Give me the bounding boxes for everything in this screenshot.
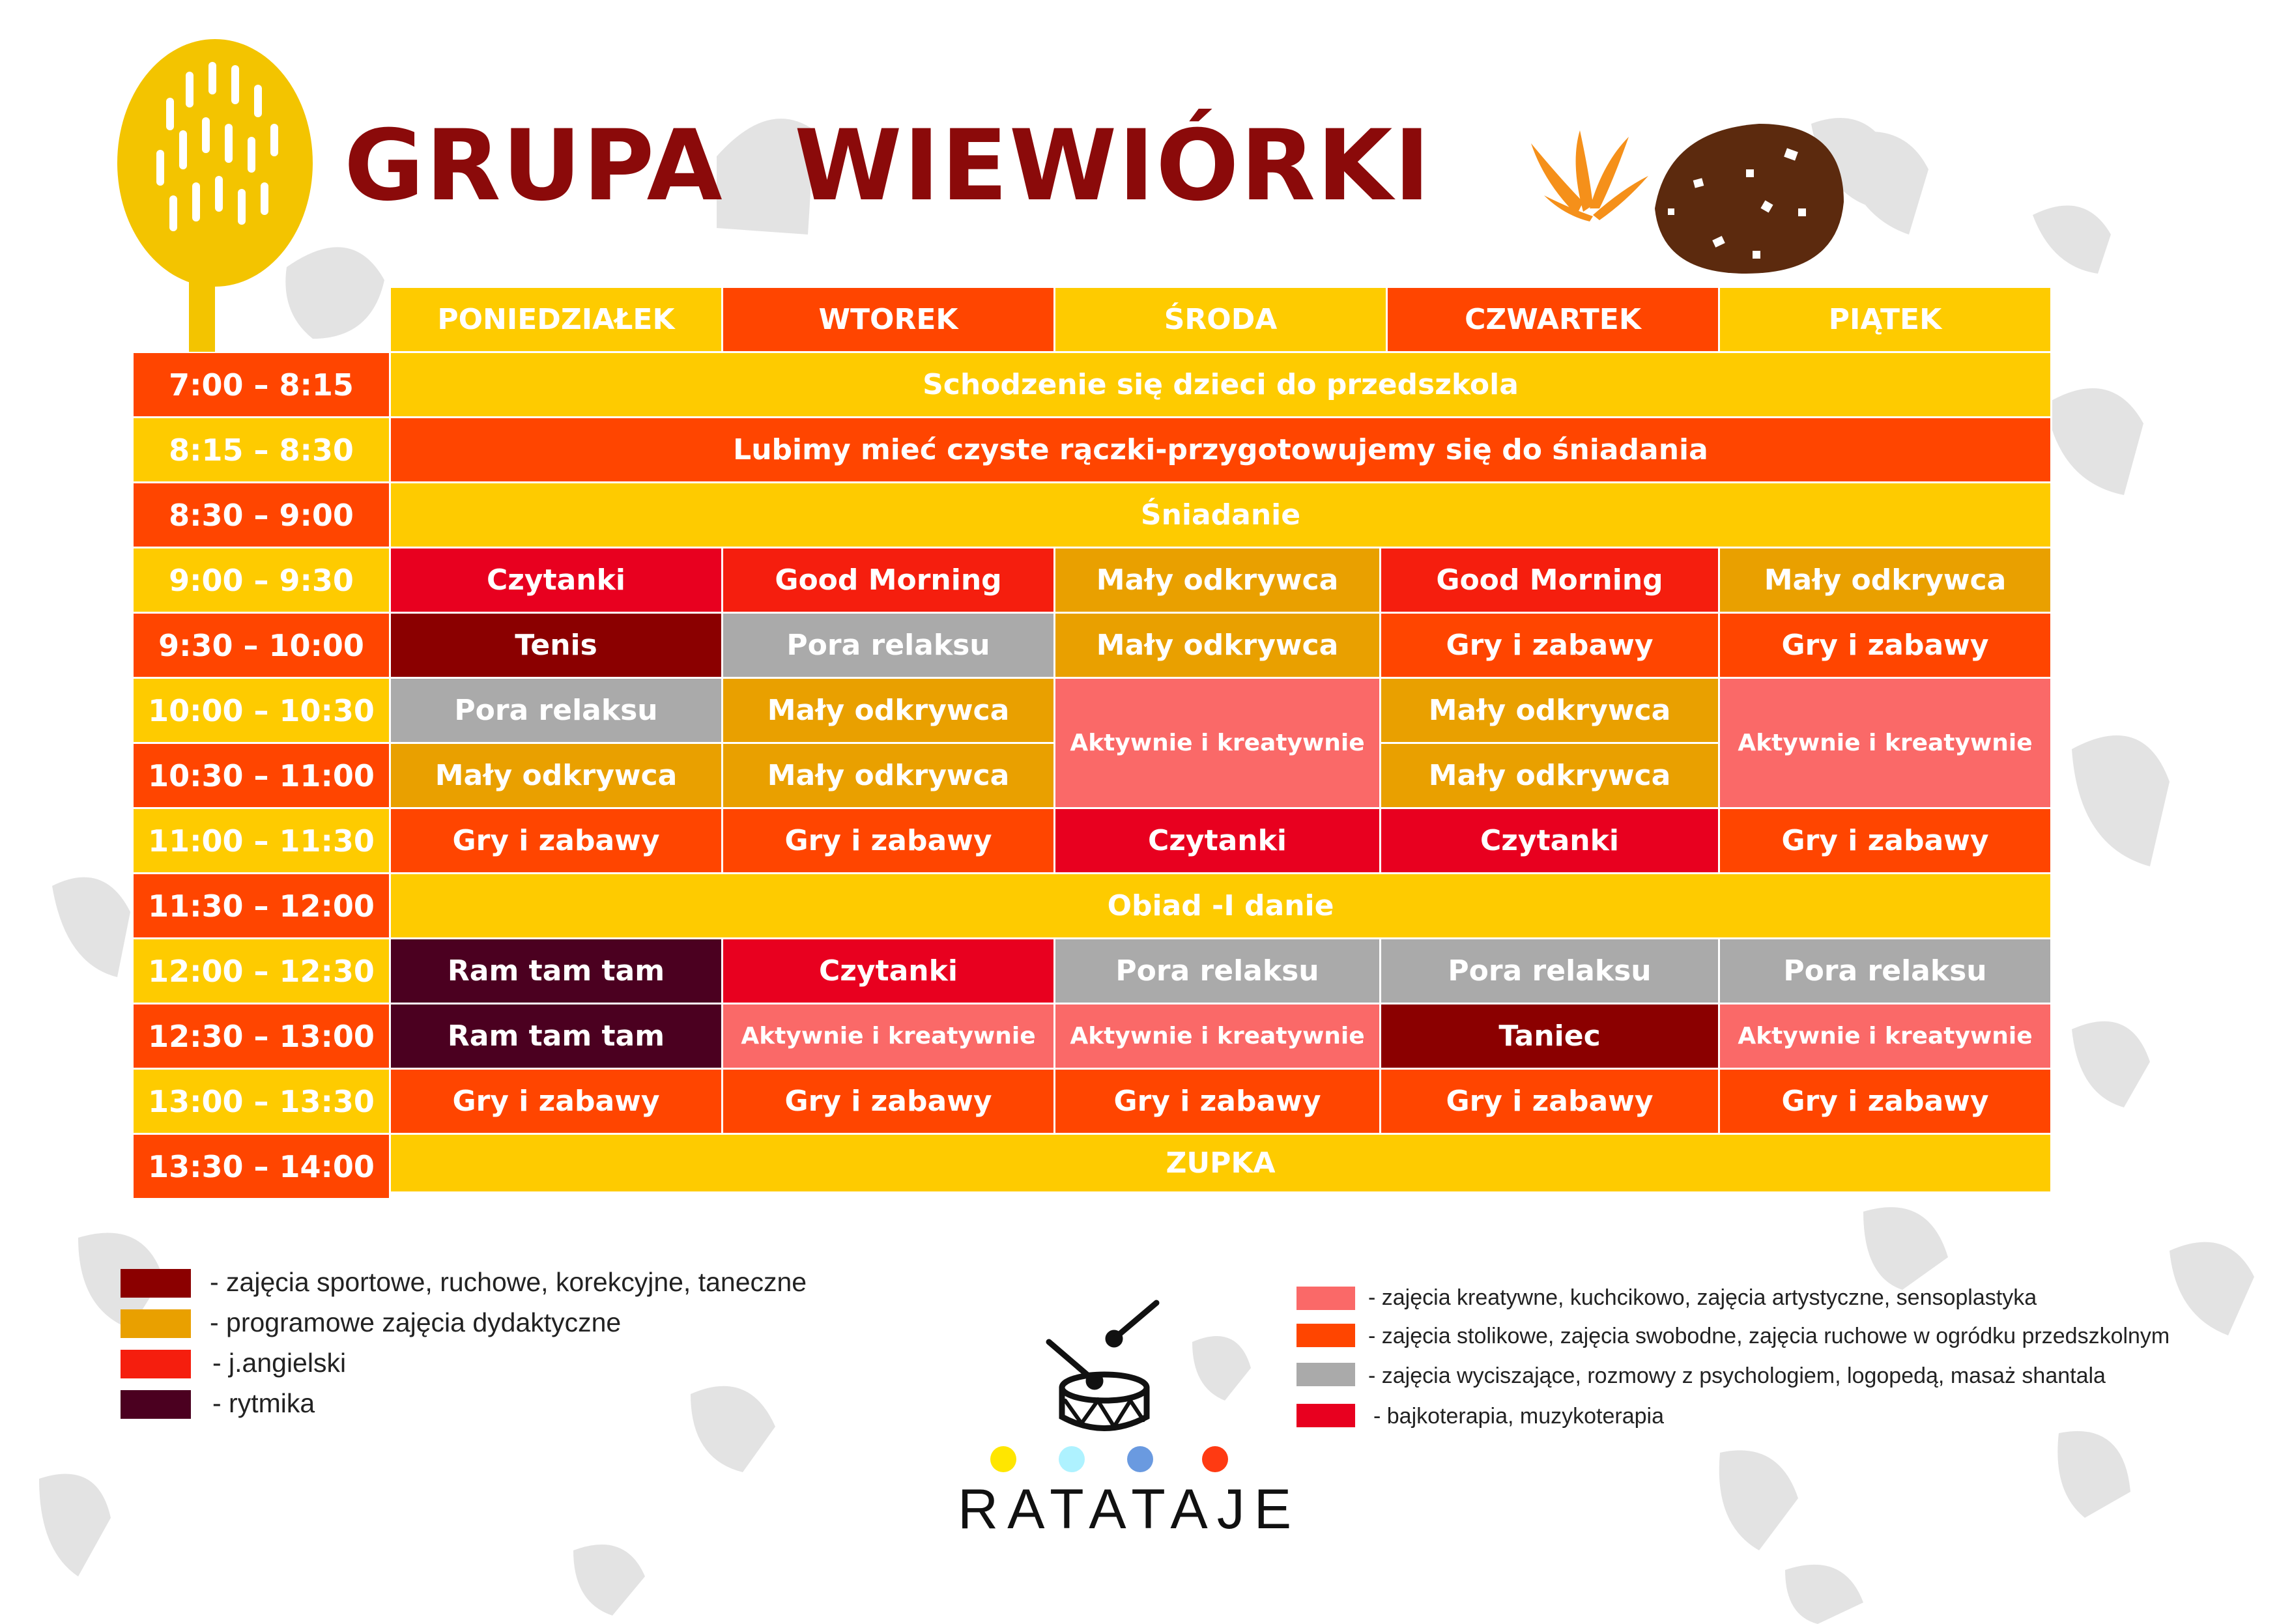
time-slot: 7:00 – 8:15: [134, 353, 391, 418]
activity-cell: Ram tam tam: [391, 939, 723, 1004]
time-slot: 9:30 – 10:00: [134, 614, 391, 679]
activity-cell: Gry i zabawy: [1720, 809, 2052, 874]
activity-cell: Mały odkrywca: [1381, 744, 1720, 809]
activity-cell: Mały odkrywca: [723, 744, 1055, 809]
activity-cell: Ram tam tam: [391, 1004, 723, 1070]
activity-cell: Czytanki: [391, 548, 723, 614]
legend-label-sport: - zajęcia sportowe, ruchowe, korekcyjne, taneczne: [210, 1267, 807, 1297]
orange-plant-icon: [1531, 130, 1648, 221]
activity-cell: Aktywnie i kreatywnie: [1055, 1004, 1381, 1070]
activity-cell: Aktywnie i kreatywnie: [1720, 1004, 2052, 1070]
activity-cell: Gry i zabawy: [1381, 614, 1720, 679]
legend-swatch-didactic: [121, 1309, 191, 1338]
activity-cell: Mały odkrywca: [391, 744, 723, 809]
time-slot: 13:30 – 14:00: [134, 1135, 391, 1200]
activity-cell: Pora relaksu: [723, 614, 1055, 679]
activity-cell: Mały odkrywca: [723, 679, 1055, 744]
legend-label-therapy: - bajkoterapia, muzykoterapia: [1373, 1404, 1665, 1429]
banner-lunch: Obiad -I danie: [391, 874, 2052, 939]
activity-cell: Aktywnie i kreatywnie: [1720, 679, 2052, 809]
time-slot: 9:00 – 9:30: [134, 548, 391, 614]
activity-cell: Gry i zabawy: [1720, 1070, 2052, 1135]
day-header-monday: PONIEDZIAŁEK: [391, 288, 723, 353]
activity-cell: Tenis: [391, 614, 723, 679]
activity-cell: Czytanki: [723, 939, 1055, 1004]
activity-cell: Mały odkrywca: [1381, 679, 1720, 744]
legend-swatch-free-play: [1296, 1324, 1355, 1347]
activity-cell: Pora relaksu: [391, 679, 723, 744]
time-slot: 10:00 – 10:30: [134, 679, 391, 744]
activity-cell: Good Morning: [1381, 548, 1720, 614]
banner-breakfast: Śniadanie: [391, 483, 2052, 548]
time-slot: 11:00 – 11:30: [134, 809, 391, 874]
activity-cell: Mały odkrywca: [1055, 614, 1381, 679]
legend-label-english: - j.angielski: [212, 1348, 347, 1378]
time-slot: 13:00 – 13:30: [134, 1070, 391, 1135]
banner-arrival: Schodzenie się dzieci do przedszkola: [391, 353, 2052, 418]
banner-handwashing: Lubimy mieć czyste rączki-przygotowujemy się do śniadania: [391, 418, 2052, 483]
activity-cell: Pora relaksu: [1055, 939, 1381, 1004]
banner-soup: ZUPKA: [391, 1135, 2052, 1193]
time-slot: 11:30 – 12:00: [134, 874, 391, 939]
time-slot: 8:15 – 8:30: [134, 418, 391, 483]
activity-cell: Aktywnie i kreatywnie: [723, 1004, 1055, 1070]
yellow-tree-icon: [117, 39, 313, 352]
day-header-wednesday: ŚRODA: [1055, 288, 1388, 353]
activity-cell: Czytanki: [1381, 809, 1720, 874]
legend-swatch-creative: [1296, 1287, 1355, 1310]
activity-cell: Aktywnie i kreatywnie: [1055, 679, 1381, 809]
legend-label-free-play: - zajęcia stolikowe, zajęcia swobodne, zajęcia ruchowe w ogródku przedszkolnym: [1368, 1324, 2170, 1348]
activity-cell: Pora relaksu: [1381, 939, 1720, 1004]
day-header-thursday: CZWARTEK: [1388, 288, 1720, 353]
activity-cell: Taniec: [1381, 1004, 1720, 1070]
activity-cell: Gry i zabawy: [391, 1070, 723, 1135]
legend-label-didactic: - programowe zajęcia dydaktyczne: [210, 1307, 622, 1337]
legend-label-calming: - zajęcia wyciszające, rozmowy z psychologiem, logopedą, masaż shantala: [1368, 1363, 2106, 1388]
legend-label-creative: - zajęcia kreatywne, kuchcikowo, zajęcia artystyczne, sensoplastyka: [1368, 1285, 2037, 1310]
activity-cell: Gry i zabawy: [1720, 614, 2052, 679]
legend-swatch-sport: [121, 1269, 191, 1298]
activity-cell: Pora relaksu: [1720, 939, 2052, 1004]
activity-cell: Gry i zabawy: [723, 809, 1055, 874]
legend-swatch-therapy: [1296, 1404, 1355, 1427]
activity-cell: Gry i zabawy: [391, 809, 723, 874]
activity-cell: Mały odkrywca: [1055, 548, 1381, 614]
activity-cell: Czytanki: [1055, 809, 1381, 874]
legend-swatch-calming: [1296, 1363, 1355, 1386]
day-header-friday: PIĄTEK: [1720, 288, 2052, 353]
page-title: GRUPA WIEWIÓRKI: [344, 109, 1432, 223]
activity-cell: Mały odkrywca: [1720, 548, 2052, 614]
activity-cell: Gry i zabawy: [723, 1070, 1055, 1135]
time-slot: 10:30 – 11:00: [134, 744, 391, 809]
day-header-tuesday: WTOREK: [723, 288, 1055, 353]
activity-cell: Gry i zabawy: [1381, 1070, 1720, 1135]
logo-text: RATATAJE: [958, 1478, 1301, 1541]
time-slot: 8:30 – 9:00: [134, 483, 391, 548]
legend-label-rhythm: - rytmika: [212, 1388, 315, 1418]
brown-cookie-icon: [1655, 124, 1844, 274]
legend-swatch-rhythm: [121, 1390, 191, 1419]
legend-swatch-english: [121, 1350, 191, 1378]
time-slot: 12:30 – 13:00: [134, 1004, 391, 1070]
activity-cell: Gry i zabawy: [1055, 1070, 1381, 1135]
time-slot: 12:00 – 12:30: [134, 939, 391, 1004]
activity-cell: Good Morning: [723, 548, 1055, 614]
